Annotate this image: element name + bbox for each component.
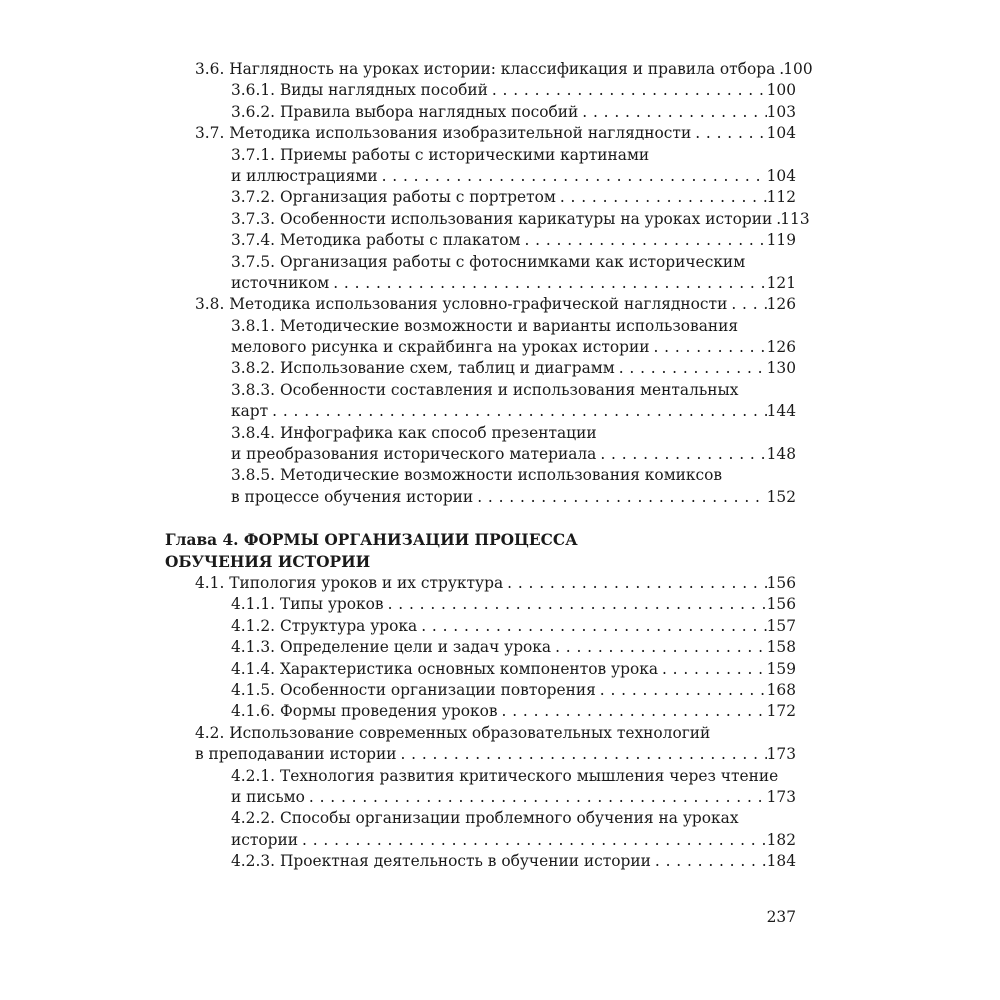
toc-entry bbox=[165, 294, 796, 315]
toc-entry-page: 144 bbox=[766, 402, 796, 421]
toc-entry-page: 104 bbox=[766, 124, 796, 143]
dot-leader bbox=[298, 830, 767, 851]
toc-entry-page: 113 bbox=[780, 209, 810, 228]
dot-leader bbox=[305, 787, 767, 808]
chapter-heading-line-1: Глава 4. ФОРМЫ ОРГАНИЗАЦИИ ПРОЦЕССА bbox=[165, 531, 578, 550]
dot-leader bbox=[521, 230, 767, 251]
toc-entry bbox=[165, 358, 796, 379]
toc-entry-title: 4.2.1. Технология развития критического мышления через чтение bbox=[231, 766, 779, 785]
toc-entry-page: 158 bbox=[766, 638, 796, 657]
toc-entry-title: 4.2.3. Проектная деятельность в обучении истории bbox=[231, 852, 651, 871]
toc-entry bbox=[165, 166, 796, 187]
toc-entry bbox=[165, 145, 796, 166]
toc-entry-page: 173 bbox=[766, 745, 796, 764]
toc-entry-page: 126 bbox=[766, 295, 796, 314]
toc-section-3 bbox=[165, 59, 813, 508]
toc-entry bbox=[165, 59, 813, 80]
dot-leader bbox=[551, 637, 767, 658]
toc-entry-page: 112 bbox=[766, 188, 796, 207]
toc-section-4 bbox=[165, 573, 796, 872]
dot-leader bbox=[596, 444, 766, 465]
toc-entry bbox=[165, 637, 796, 658]
toc-entry-title: 3.6. Наглядность на уроках истории: классификация и правила отбора bbox=[195, 60, 776, 78]
dot-leader bbox=[651, 851, 767, 872]
toc-entry-title: 3.7.2. Организация работы с портретом bbox=[231, 188, 556, 207]
toc-entry-title: мелового рисунка и скрайбинга на уроках истории bbox=[231, 338, 650, 357]
dot-leader bbox=[378, 166, 767, 187]
toc-entry-page: 104 bbox=[766, 166, 796, 185]
toc-entry bbox=[165, 616, 796, 637]
toc-entry bbox=[165, 465, 796, 486]
dot-leader bbox=[396, 744, 766, 765]
toc-entry-title: и преобразования исторического материала bbox=[231, 445, 597, 464]
dot-leader bbox=[615, 358, 767, 379]
toc-entry bbox=[165, 252, 796, 273]
dot-leader bbox=[268, 401, 766, 422]
toc-entry-page: 100 bbox=[783, 60, 813, 78]
toc-entry-title: 4.2.2. Способы организации проблемного обучения на уроках bbox=[231, 809, 739, 828]
toc-entry-title: 3.8.5. Методические возможности использования комиксов bbox=[231, 466, 723, 485]
toc-entry bbox=[165, 573, 796, 594]
toc-entry bbox=[165, 766, 796, 787]
page-number: 237 bbox=[766, 908, 796, 926]
toc-entry bbox=[165, 659, 796, 680]
dot-leader bbox=[417, 616, 766, 637]
toc-entry-title: 3.8.1. Методические возможности и варианты использования bbox=[231, 316, 739, 335]
dot-leader bbox=[596, 680, 767, 701]
toc-entry-page: 184 bbox=[766, 852, 796, 871]
dot-leader bbox=[775, 59, 783, 80]
toc-entry bbox=[165, 273, 796, 294]
dot-leader bbox=[488, 80, 767, 101]
dot-leader bbox=[556, 187, 767, 208]
toc-entry-page: 173 bbox=[766, 787, 796, 806]
toc-entry bbox=[165, 594, 796, 615]
table-of-contents bbox=[165, 59, 813, 872]
dot-leader bbox=[578, 102, 766, 123]
toc-entry bbox=[165, 744, 796, 765]
toc-entry-page: 156 bbox=[766, 595, 796, 614]
dot-leader bbox=[329, 273, 766, 294]
toc-entry bbox=[165, 230, 796, 251]
toc-entry bbox=[165, 680, 796, 701]
toc-entry-title: 3.6.1. Виды наглядных пособий bbox=[231, 81, 488, 100]
toc-entry bbox=[165, 209, 810, 230]
toc-entry bbox=[165, 830, 796, 851]
dot-leader bbox=[473, 487, 766, 508]
dot-leader bbox=[691, 123, 766, 144]
toc-entry-page: 159 bbox=[766, 659, 796, 678]
dot-leader bbox=[772, 209, 780, 230]
toc-entry bbox=[165, 787, 796, 808]
dot-leader bbox=[727, 294, 766, 315]
toc-entry bbox=[165, 723, 796, 744]
toc-entry-title: 4.1. Типология уроков и их структура bbox=[195, 573, 504, 592]
dot-leader bbox=[658, 659, 767, 680]
toc-entry-title: 3.8.2. Использование схем, таблиц и диаграмм bbox=[231, 359, 615, 378]
toc-entry-title: 4.1.2. Структура урока bbox=[231, 616, 418, 635]
toc-entry-title: карт bbox=[231, 402, 269, 421]
toc-entry-page: 126 bbox=[766, 338, 796, 357]
toc-entry-page: 172 bbox=[766, 702, 796, 721]
toc-entry bbox=[165, 123, 796, 144]
dot-leader bbox=[503, 573, 766, 594]
toc-entry-page: 121 bbox=[766, 273, 796, 292]
toc-entry-page: 119 bbox=[766, 231, 796, 250]
toc-entry bbox=[165, 701, 796, 722]
toc-entry-title: и иллюстрациями bbox=[231, 166, 378, 185]
toc-entry-title: 3.7.1. Приемы работы с историческими картинами bbox=[231, 145, 650, 164]
toc-entry-page: 182 bbox=[766, 830, 796, 849]
toc-entry-page: 100 bbox=[766, 81, 796, 100]
toc-entry-title: 4.1.5. Особенности организации повторения bbox=[231, 680, 596, 699]
toc-entry-title: 4.1.6. Формы проведения уроков bbox=[231, 702, 498, 721]
toc-entry-page: 148 bbox=[766, 445, 796, 464]
toc-entry bbox=[165, 337, 796, 358]
toc-entry bbox=[165, 316, 796, 337]
toc-entry bbox=[165, 102, 796, 123]
toc-entry bbox=[165, 80, 796, 101]
toc-entry-title: 4.1.4. Характеристика основных компонентов урока bbox=[231, 659, 658, 678]
toc-entry-page: 152 bbox=[766, 487, 796, 506]
dot-leader bbox=[650, 337, 767, 358]
toc-entry bbox=[165, 851, 796, 872]
chapter-heading-line-2: ОБУЧЕНИЯ ИСТОРИИ bbox=[165, 552, 371, 571]
toc-entry-page: 168 bbox=[766, 680, 796, 699]
toc-entry-page: 103 bbox=[766, 102, 796, 121]
toc-entry bbox=[165, 444, 796, 465]
toc-entry-page: 157 bbox=[766, 616, 796, 635]
toc-entry-title: 4.2. Использование современных образовательных технологий bbox=[195, 723, 711, 742]
toc-entry bbox=[165, 187, 796, 208]
toc-entry-title: 3.8. Методика использования условно-графической наглядности bbox=[195, 295, 728, 314]
dot-leader bbox=[384, 594, 767, 615]
toc-entry-page: 130 bbox=[766, 359, 796, 378]
toc-entry bbox=[165, 380, 796, 401]
toc-entry-title: в процессе обучения истории bbox=[231, 487, 474, 506]
toc-entry-title: 4.1.1. Типы уроков bbox=[231, 595, 384, 614]
toc-entry-title: 3.7.3. Особенности использования карикатуры на уроках истории bbox=[231, 209, 773, 228]
toc-entry-title: 3.7. Методика использования изобразительной наглядности bbox=[195, 124, 692, 143]
toc-entry-title: в преподавании истории bbox=[195, 745, 397, 764]
toc-entry bbox=[165, 808, 796, 829]
toc-entry-title: 3.7.5. Организация работы с фотоснимками как историческим bbox=[231, 252, 746, 271]
toc-entry-title: и письмо bbox=[231, 787, 305, 806]
toc-entry-title: 3.8.3. Особенности составления и использования ментальных bbox=[231, 380, 739, 399]
toc-entry bbox=[165, 423, 796, 444]
toc-entry-title: 3.7.4. Методика работы с плакатом bbox=[231, 231, 521, 250]
toc-entry bbox=[165, 401, 796, 422]
dot-leader bbox=[498, 701, 767, 722]
toc-entry-title: 4.1.3. Определение цели и задач урока bbox=[231, 638, 552, 657]
toc-entry-page: 156 bbox=[766, 573, 796, 592]
toc-entry bbox=[165, 487, 796, 508]
toc-entry-title: истории bbox=[231, 830, 299, 849]
toc-entry-title: 3.8.4. Инфографика как способ презентации bbox=[231, 423, 597, 442]
toc-entry-title: источником bbox=[231, 273, 330, 292]
toc-entry-title: 3.6.2. Правила выбора наглядных пособий bbox=[231, 102, 579, 121]
